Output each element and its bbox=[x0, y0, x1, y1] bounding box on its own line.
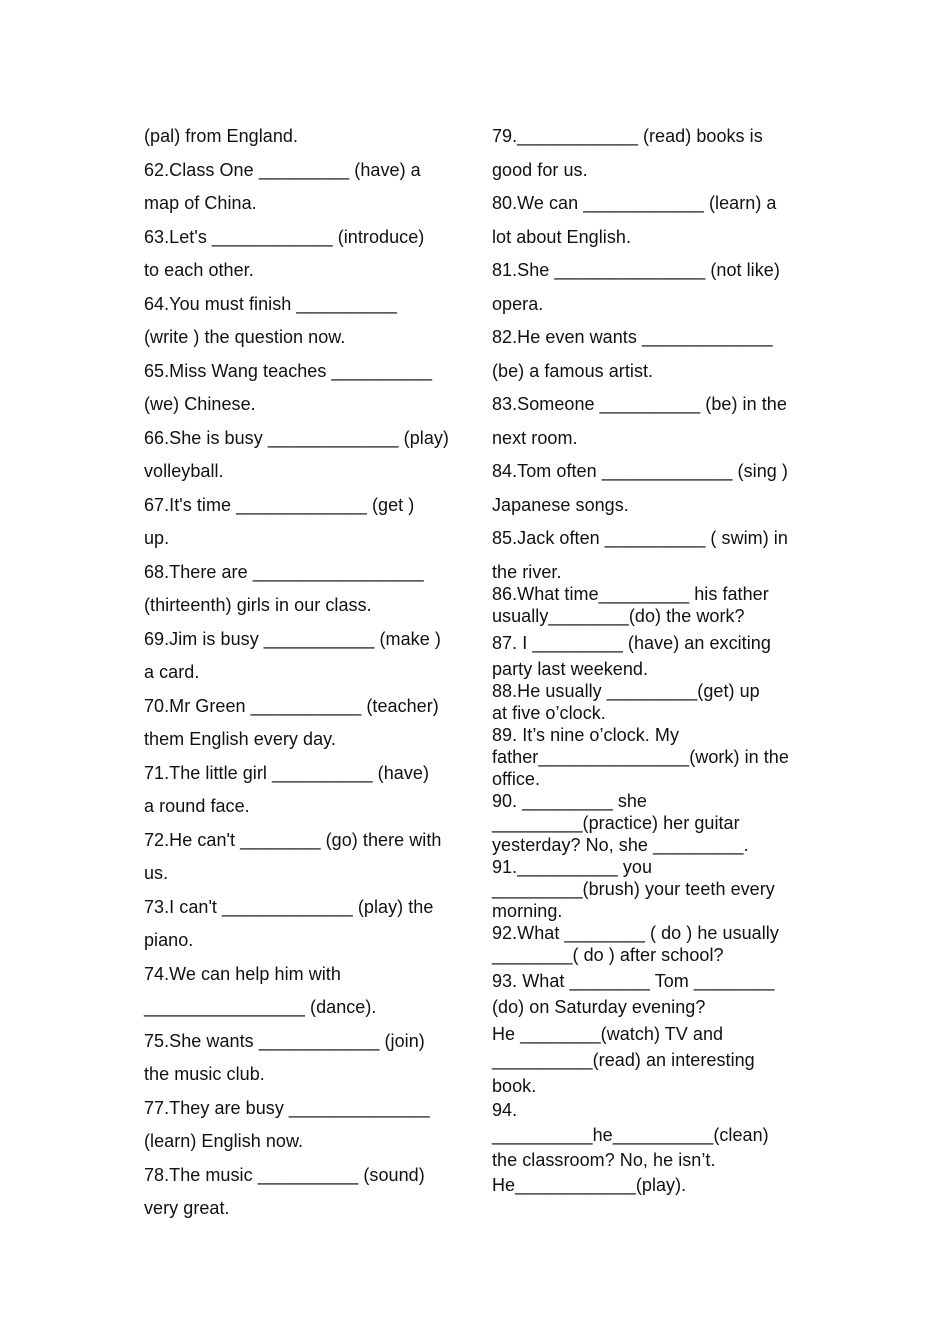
left-line-5: to each other. bbox=[144, 260, 254, 280]
right-line-31: ________( do ) after school? bbox=[492, 945, 724, 965]
left-line-8: 65.Miss Wang teaches __________ bbox=[144, 361, 433, 381]
right-line-34: He ________(watch) TV and bbox=[492, 1024, 724, 1044]
left-line-17: a card. bbox=[144, 662, 200, 682]
left-line-14: 68.There are _________________ bbox=[144, 562, 424, 582]
left-line-16: 69.Jim is busy ___________ (make ) bbox=[144, 629, 441, 649]
left-line-10: 66.She is busy _____________ (play) bbox=[144, 428, 449, 448]
right-line-22: father_______________(work) in the bbox=[492, 747, 789, 767]
right-line-18: party last weekend. bbox=[492, 659, 649, 679]
right-line-6: opera. bbox=[492, 294, 544, 314]
left-line-13: up. bbox=[144, 528, 170, 548]
right-line-7: 82.He even wants _____________ bbox=[492, 327, 773, 347]
right-line-11: 84.Tom often _____________ (sing ) bbox=[492, 461, 788, 481]
right-line-39: the classroom? No, he isn’t. bbox=[492, 1150, 716, 1170]
right-line-21: 89. It’s nine o’clock. My bbox=[492, 725, 679, 745]
left-line-28: 75.She wants ____________ (join) bbox=[144, 1031, 425, 1051]
left-line-2: 62.Class One _________ (have) a bbox=[144, 160, 421, 180]
right-line-24: 90. _________ she bbox=[492, 791, 647, 811]
right-line-19: 88.He usually _________(get) up bbox=[492, 681, 760, 701]
left-line-24: 73.I can't _____________ (play) the bbox=[144, 897, 434, 917]
right-line-33: (do) on Saturday evening? bbox=[492, 997, 706, 1017]
left-line-25: piano. bbox=[144, 930, 194, 950]
left-line-27: ________________ (dance). bbox=[144, 997, 377, 1017]
right-line-3: 80.We can ____________ (learn) a bbox=[492, 193, 777, 213]
right-line-27: 91.__________ you bbox=[492, 857, 653, 877]
left-line-32: 78.The music __________ (sound) bbox=[144, 1165, 425, 1185]
left-line-11: volleyball. bbox=[144, 461, 224, 481]
right-line-5: 81.She _______________ (not like) bbox=[492, 260, 780, 280]
left-line-3: map of China. bbox=[144, 193, 257, 213]
right-line-15: 86.What time_________ his father bbox=[492, 584, 769, 604]
left-line-26: 74.We can help him with bbox=[144, 964, 341, 984]
right-line-10: next room. bbox=[492, 428, 578, 448]
left-line-18: 70.Mr Green ___________ (teacher) bbox=[144, 696, 439, 716]
left-line-20: 71.The little girl __________ (have) bbox=[144, 763, 429, 783]
right-line-25: _________(practice) her guitar bbox=[492, 813, 740, 833]
right-line-29: morning. bbox=[492, 901, 563, 921]
right-line-40: He____________(play). bbox=[492, 1175, 687, 1195]
right-line-38: __________he__________(clean) bbox=[492, 1125, 769, 1145]
right-line-36: book. bbox=[492, 1076, 537, 1096]
left-line-30: 77.They are busy ______________ bbox=[144, 1098, 430, 1118]
right-line-20: at five o’clock. bbox=[492, 703, 606, 723]
left-line-29: the music club. bbox=[144, 1064, 265, 1084]
right-line-35: __________(read) an interesting bbox=[492, 1050, 755, 1070]
right-line-2: good for us. bbox=[492, 160, 588, 180]
right-line-13: 85.Jack often __________ ( swim) in bbox=[492, 528, 788, 548]
right-line-12: Japanese songs. bbox=[492, 495, 629, 515]
left-line-12: 67.It's time _____________ (get ) bbox=[144, 495, 415, 515]
right-column bbox=[492, 0, 812, 1344]
left-line-15: (thirteenth) girls in our class. bbox=[144, 595, 372, 615]
right-line-1: 79.____________ (read) books is bbox=[492, 126, 763, 146]
right-line-8: (be) a famous artist. bbox=[492, 361, 654, 381]
left-line-19: them English every day. bbox=[144, 729, 336, 749]
left-line-22: 72.He can't ________ (go) there with bbox=[144, 830, 442, 850]
right-line-23: office. bbox=[492, 769, 541, 789]
right-line-9: 83.Someone __________ (be) in the bbox=[492, 394, 787, 414]
right-line-26: yesterday? No, she _________. bbox=[492, 835, 749, 855]
right-line-17: 87. I _________ (have) an exciting bbox=[492, 633, 771, 653]
left-line-1: (pal) from England. bbox=[144, 126, 299, 146]
left-column bbox=[144, 0, 474, 1344]
left-line-33: very great. bbox=[144, 1198, 230, 1218]
left-line-7: (write ) the question now. bbox=[144, 327, 346, 347]
left-line-9: (we) Chinese. bbox=[144, 394, 256, 414]
left-line-6: 64.You must finish __________ bbox=[144, 294, 397, 314]
right-line-14: the river. bbox=[492, 562, 562, 582]
right-line-32: 93. What ________ Tom ________ bbox=[492, 971, 775, 991]
left-line-4: 63.Let's ____________ (introduce) bbox=[144, 227, 425, 247]
right-line-4: lot about English. bbox=[492, 227, 631, 247]
right-line-37: 94. bbox=[492, 1100, 518, 1120]
right-line-30: 92.What ________ ( do ) he usually bbox=[492, 923, 779, 943]
right-line-28: _________(brush) your teeth every bbox=[492, 879, 775, 899]
left-line-21: a round face. bbox=[144, 796, 250, 816]
left-line-23: us. bbox=[144, 863, 169, 883]
right-line-16: usually________(do) the work? bbox=[492, 606, 745, 626]
left-line-31: (learn) English now. bbox=[144, 1131, 304, 1151]
